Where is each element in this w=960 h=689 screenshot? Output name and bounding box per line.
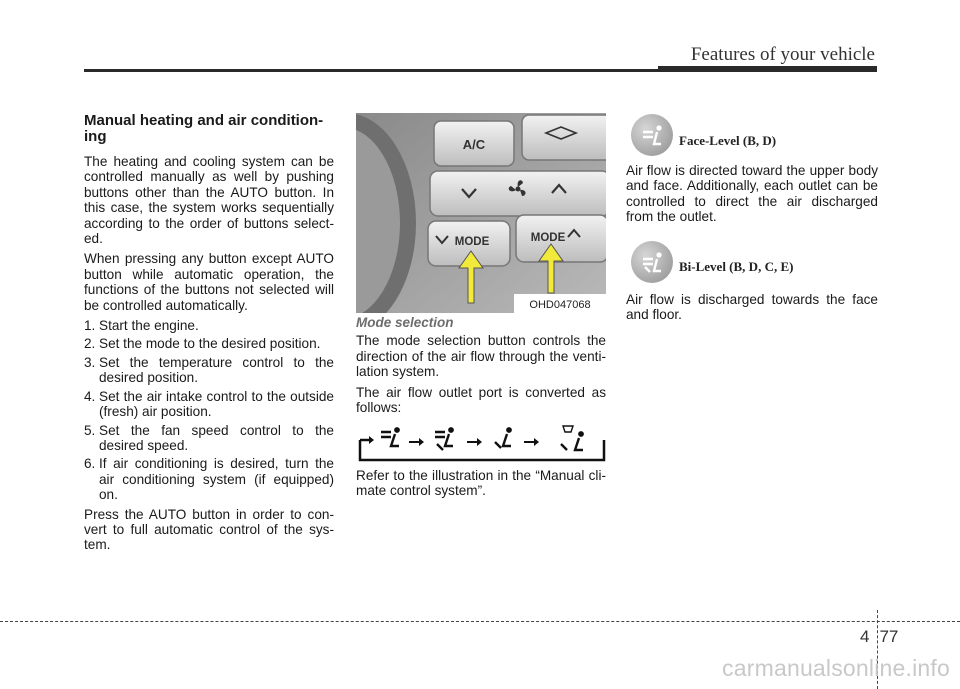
floor-mode-icon	[495, 428, 511, 448]
watermark: carmanualsonline.info	[722, 655, 950, 681]
bilevel-mode-icon	[435, 428, 453, 450]
face-level-mode-icon	[631, 114, 673, 156]
paragraph: Refer to the illustration in the “Manual cli-mate control system”.	[356, 468, 606, 499]
list-item: 4. Set the air intake control to the outside (fresh) air position.	[84, 388, 334, 420]
control-panel-illustration	[356, 113, 606, 313]
mode-left-label: MODE	[454, 236, 490, 248]
bi-level-title: Bi-Level (B, D, C, E)	[679, 259, 794, 274]
column-left	[84, 113, 334, 558]
header-tab-bar	[658, 66, 877, 72]
heading-mode-selection: Mode selection	[356, 315, 454, 330]
list-item: 5. Set the fan speed control to the desired speed.	[84, 422, 334, 453]
paragraph: Air flow is directed toward the upper body and face. Additionally, each outlet can be controlled to direct the air discharged from the outlet.	[626, 163, 878, 225]
bi-level-mode-icon	[631, 241, 673, 283]
column-middle-tail	[356, 468, 606, 504]
paragraph: Press the AUTO button in order to con-vert to full automatic control of the sys-tem.	[84, 506, 334, 553]
chapter-number: 4	[860, 627, 870, 646]
column-middle	[356, 315, 606, 420]
footer-rule	[0, 621, 960, 622]
control-panel-photo	[356, 113, 606, 313]
list-item: 3. Set the temperature control to the desired position.	[84, 354, 334, 386]
face-level-text	[626, 163, 878, 230]
heading-manual-heating: Manual heating and air condition-ing	[84, 112, 324, 145]
steps-list	[84, 318, 334, 502]
section-title: Features of your vehicle	[690, 44, 875, 65]
fan-speed-button-shape	[430, 171, 606, 216]
bi-level-text	[626, 292, 878, 328]
list-item: 2. Set the mode to the desired position.	[84, 336, 321, 352]
paragraph: The mode selection button controls the direction of the air flow through the venti-lation system.	[356, 333, 606, 380]
page-number	[860, 627, 898, 647]
mode-right-label: MODE	[530, 232, 566, 244]
face-mode-icon	[381, 428, 399, 446]
list-item: 1. Start the engine.	[84, 318, 199, 334]
floor-defrost-mode-icon	[561, 426, 583, 450]
ac-label: A/C	[462, 137, 486, 152]
face-level-title: Face-Level (B, D)	[679, 133, 777, 148]
page-number-value: 77	[879, 627, 899, 646]
list-item: 6. If air conditioning is desired, turn the air conditioning system (if equipped) on.	[84, 456, 334, 503]
paragraph: Air flow is discharged towards the face and floor.	[626, 292, 878, 323]
figure-code: OHD047068	[529, 299, 591, 311]
mode-sequence-diagram	[357, 420, 607, 464]
paragraph: When pressing any button except AUTO button while automatic operation, the functions of the buttons not selected will be controlled automatically.	[84, 251, 334, 313]
paragraph: The air flow outlet port is converted as follows:	[356, 384, 606, 416]
paragraph: The heating and cooling system can be controlled manually as well by pushing buttons other than the AUTO button. In this case, the system works sequentially according to the order of buttons select-ed.	[84, 154, 334, 247]
